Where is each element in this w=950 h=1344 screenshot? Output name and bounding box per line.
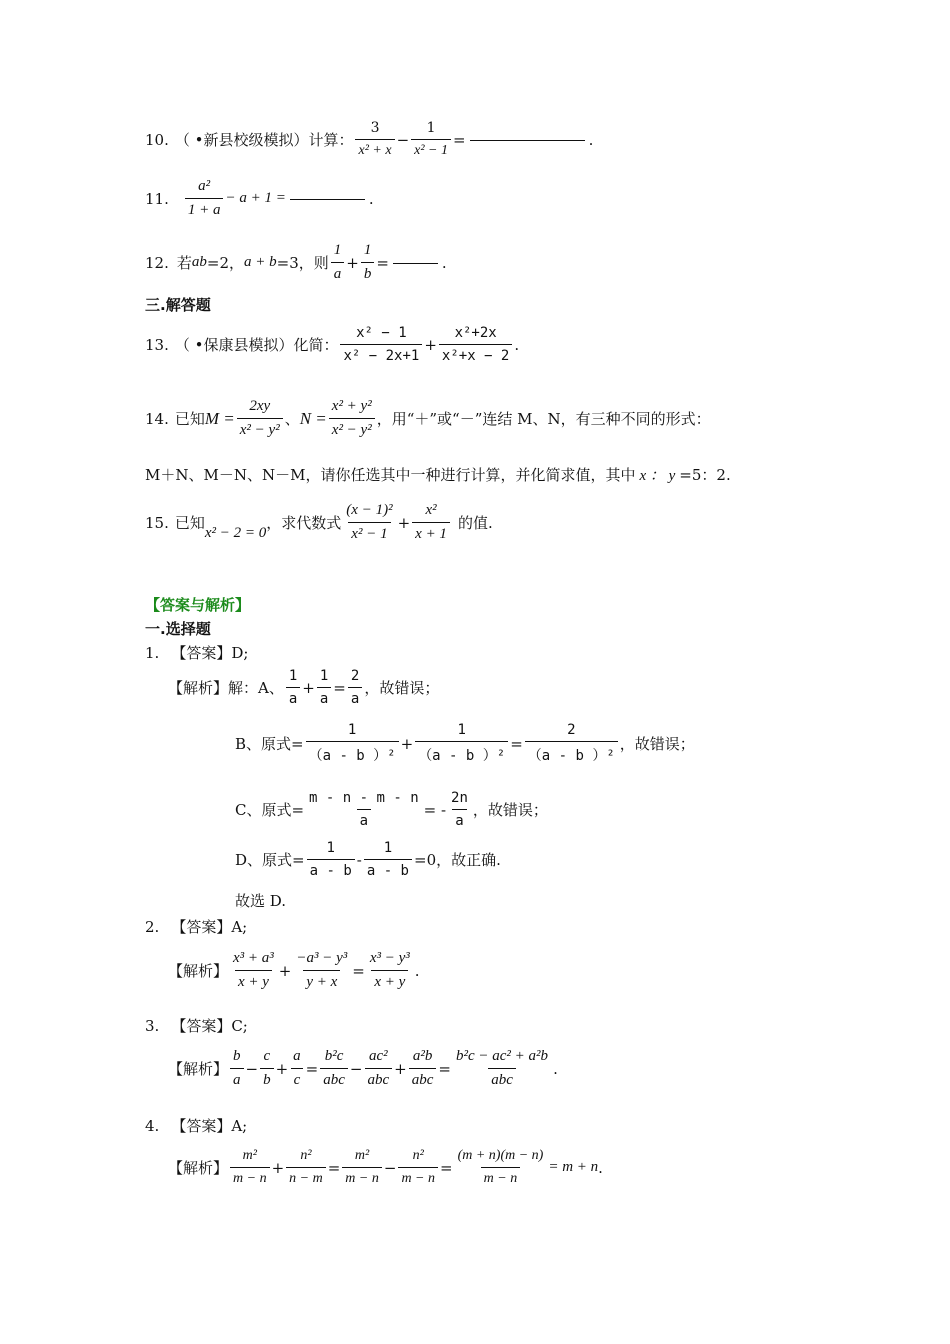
fraction: $\frac{\text{b²c}}{\text{abc}}$	[320, 1048, 348, 1089]
question-14-line2: M＋N、M－N、N－M，请你任选其中一种进行计算，并化简求值，其中 x ： y =5：2.	[145, 466, 731, 484]
q-number: 14.	[145, 409, 169, 428]
fraction: $\frac{\text{m²}}{m - n}$	[230, 1148, 270, 1187]
fraction: $\frac{a}{c}$	[290, 1048, 304, 1089]
question-11: 11. $\frac{\text{a²}}{1 + a}$ − a + 1 = .	[145, 178, 374, 218]
question-13: 13. （ •保康县模拟）化简： $\frac{\text{x² − 1}}{\text{x² − 2x+1}}$ + $\frac{\text{x²+2x}}{\text{x²+x − 2}}$ .	[145, 325, 520, 364]
q-number: 11.	[145, 189, 169, 208]
fraction: $\frac{3}{\text{x² + x}}$	[355, 120, 394, 159]
fraction: $\frac{1}{\text{（a - b ）²}}$	[306, 722, 399, 765]
fraction: $\frac{1}{a}$	[331, 242, 345, 283]
fraction: $\frac{\text{−a³ − y³}}{y + x}$	[296, 950, 348, 990]
answer-1-C: C、原式= $\frac{m - n - m - n}{a}$ = - $\frac{2n}{a}$ ，故错误；	[235, 790, 548, 829]
answer-1: 1. 【答案】D;	[145, 643, 249, 662]
fraction: $\frac{1}{\text{（a - b ）²}}$	[415, 722, 508, 765]
q-number: 10.	[145, 130, 169, 149]
fraction: $\frac{b}{a}$	[230, 1048, 244, 1089]
fraction: $\frac{\text{x² + y²}}{\text{x² − y²}}$	[329, 398, 375, 439]
fraction: $\frac{\text{a²}}{1 + a}$	[185, 178, 224, 219]
fraction: $\frac{2}{\text{（a - b ）²}}$	[525, 722, 618, 765]
answer-2-analysis: 【解析】 $\frac{\text{x³ + a³}}{x + y}$ + $\frac{\text{−a³ − y³}}{y + x}$ = $\frac{\text{x³ − y³}}{x + y}$ .	[168, 950, 420, 990]
fraction: $\frac{\text{b²c − ac² + a²b}}{\text{abc}}$	[456, 1048, 549, 1088]
fraction: $\frac{\text{x³ + a³}}{x + y}$	[233, 950, 274, 990]
answer-3-analysis: 【解析】 $\frac{b}{a}$ − $\frac{c}{b}$ + $\frac{a}{c}$ = $\frac{\text{b²c}}{\text{abc}}$ − $\frac{\text{ac²}}{\text{abc}}$ + $\frac{\text{a²b}}{\text{abc}}$ = $\frac{\text{b²c − ac² + a²b}}{\text{abc}}$ .	[168, 1048, 558, 1088]
fraction: $\frac{2xy}{\text{x² − y²}}$	[237, 398, 283, 439]
fraction: $\frac{\text{x² − 1}}{\text{x² − 2x+1}}$	[340, 325, 422, 364]
answer-1-D: D、原式= $\frac{1}{a - b}$ - $\frac{1}{a - b}$ =0，故正确.	[235, 840, 501, 879]
fraction: $\frac{1}{\text{x² − 1}}$	[411, 120, 451, 159]
question-14: 14. 已知 M = $\frac{2xy}{\text{x² − y²}}$ 、 N = $\frac{\text{x² + y²}}{\text{x² − y²}}$ ，用“＋”或“－”连结 M、N，有三种不同的形式：	[145, 398, 711, 438]
answer-blank	[393, 262, 438, 264]
answer-1-select: 故选 D.	[235, 892, 287, 910]
answer-blank	[290, 198, 365, 200]
fraction: $\frac{2n}{a}$	[451, 790, 468, 829]
section-heading: 一.选择题	[145, 620, 211, 638]
question-15: 15. 已知 x² − 2 = 0 ，求代数式 $\frac{\text{(x − 1)²}}{\text{x² − 1}}$ + $\frac{\text{x²}}{x + 1}$ 的值.	[145, 502, 493, 542]
answer-3: 3. 【答案】C;	[145, 1016, 248, 1035]
fraction: $\frac{1}{a}$	[317, 668, 331, 707]
fraction: $\frac{\text{n²}}{m - n}$	[398, 1148, 438, 1187]
fraction: $\frac{\text{x²}}{x + 1}$	[412, 502, 450, 543]
question-10: 10. （ •新县校级模拟）计算： $\frac{3}{\text{x² + x}}$ − $\frac{1}{\text{x² − 1}}$ = .	[145, 120, 594, 158]
question-12: 12. 若 ab =2， a + b =3，则 $\frac{1}{a}$ + $\frac{1}{b}$ = .	[145, 242, 447, 282]
fraction: $\frac{1}{a - b}$	[364, 840, 412, 879]
fraction: $\frac{\text{n²}}{n - m}$	[286, 1148, 326, 1187]
answer-4: 4. 【答案】A;	[145, 1116, 248, 1135]
fraction: $\frac{\text{x³ − y³}}{x + y}$	[369, 950, 410, 990]
fraction: $\frac{\text{m²}}{m - n}$	[342, 1148, 382, 1187]
fraction: $\frac{1}{a}$	[286, 668, 300, 707]
fraction: $\frac{\text{ac²}}{\text{abc}}$	[365, 1048, 393, 1089]
fraction: $\frac{\text{x²+2x}}{\text{x²+x − 2}}$	[439, 325, 512, 364]
fraction: $\frac{m - n - m - n}{a}$	[309, 790, 419, 829]
q-number: 13.	[145, 335, 169, 354]
answer-1-B: B、原式= $\frac{1}{\text{（a - b ）²}}$ + $\frac{1}{\text{（a - b ）²}}$ = $\frac{2}{\text{（a - b ）²}}$ ，故错误；	[235, 722, 695, 764]
answers-heading: 【答案与解析】	[145, 596, 251, 614]
answer-2: 2. 【答案】A;	[145, 917, 248, 936]
fraction: $\frac{\text{(x − 1)²}}{\text{x² − 1}}$	[346, 502, 393, 542]
answer-1-analysis: 【解析】解：A、 $\frac{1}{a}$ + $\frac{1}{a}$ = $\frac{2}{a}$ ，故错误；	[168, 668, 440, 707]
section-heading: 三.解答题	[145, 296, 211, 314]
fraction: $\frac{\text{a²b}}{\text{abc}}$	[409, 1048, 437, 1089]
fraction: $\frac{2}{a}$	[348, 668, 362, 707]
fraction: $\frac{c}{b}$	[260, 1048, 274, 1089]
answer-blank	[470, 139, 585, 141]
fraction: $\frac{(m + n)(m - n)}{m - n}$	[457, 1148, 544, 1186]
fraction: $\frac{1}{b}$	[361, 242, 375, 283]
q-text: （ •新县校级模拟）计算：	[174, 131, 354, 149]
q-number: 12.	[145, 253, 169, 272]
answer-4-analysis: 【解析】 $\frac{\text{m²}}{m - n}$ + $\frac{\text{n²}}{n - m}$ = $\frac{\text{m²}}{m - n}$ − $\frac{\text{n²}}{m - n}$ = $\frac{(m + n)(m - n)}{m - n}$ = m + n .	[168, 1148, 603, 1186]
q-number: 15.	[145, 513, 169, 532]
fraction: $\frac{1}{a - b}$	[307, 840, 355, 879]
